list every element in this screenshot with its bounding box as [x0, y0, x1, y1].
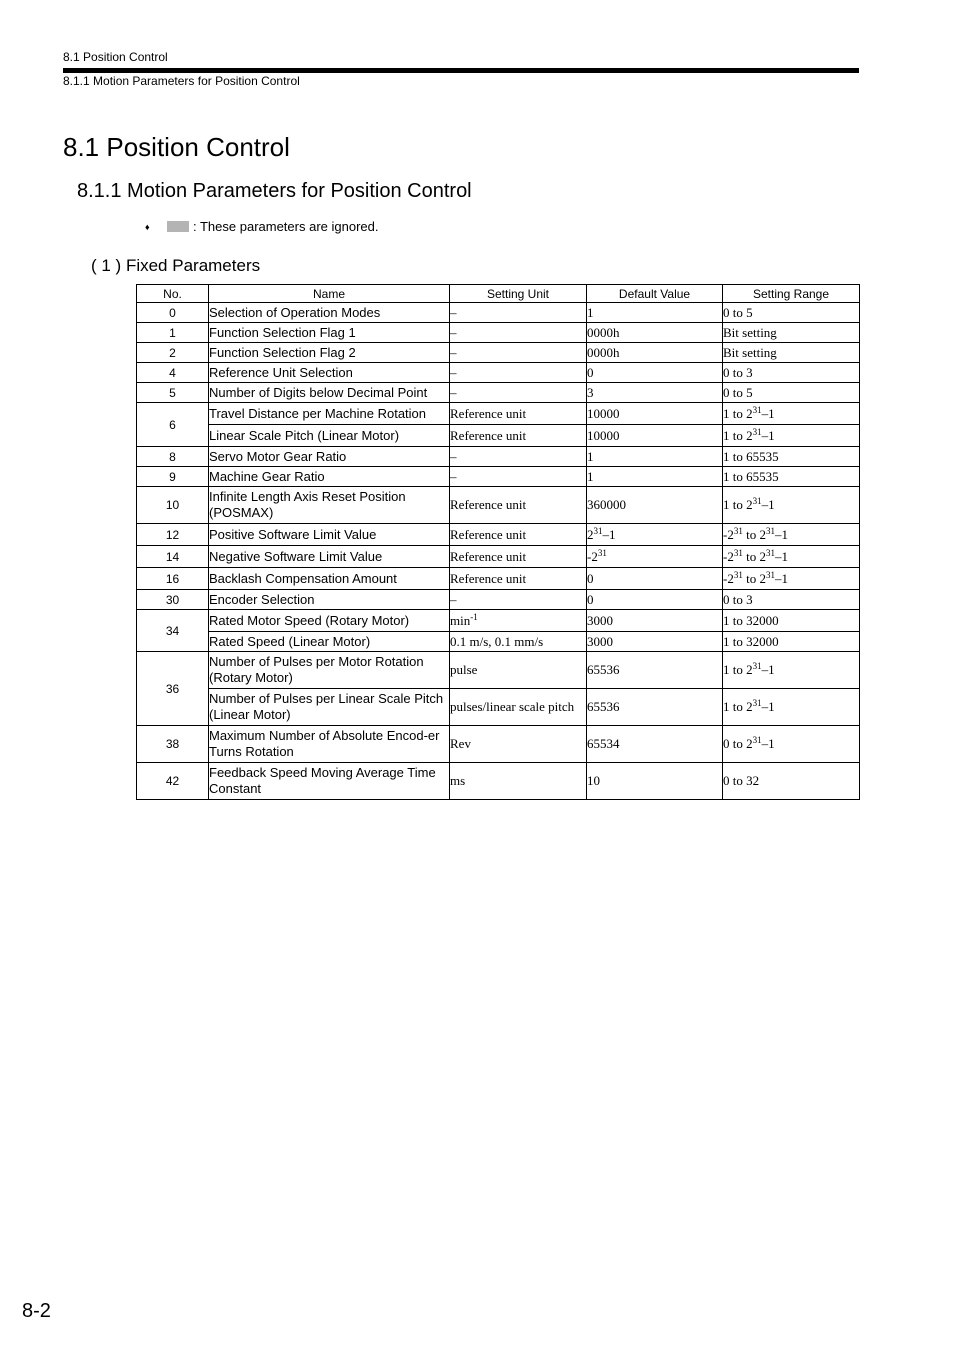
- cell-unit: –: [450, 363, 587, 383]
- table-row: [137, 524, 860, 546]
- header-rule: [63, 68, 859, 73]
- cell-unit: $\min^{-1}$: [450, 610, 587, 632]
- cell-default: 3000: [587, 610, 723, 632]
- cell-unit: Reference unit: [450, 425, 587, 447]
- cell-default: $-2^{31}$: [587, 546, 723, 568]
- table-row: [137, 546, 860, 568]
- cell-name: Number of Pulses per Motor Rotation (Rotary Motor): [209, 652, 450, 689]
- cell-unit: Reference unit: [450, 546, 587, 568]
- cell-range: 1 to $2^{31}-1$: [723, 403, 860, 425]
- cell-no: 2: [137, 343, 209, 363]
- cell-default: 1: [587, 467, 723, 487]
- page-number: 8-2: [22, 1300, 51, 1322]
- cell-name: Machine Gear Ratio: [209, 467, 450, 487]
- cell-unit: ms: [450, 763, 587, 800]
- cell-default: 3000: [587, 632, 723, 652]
- cell-range: $-2^{31}$ to $2^{31}-1$: [723, 546, 860, 568]
- cell-range: 1 to 65535: [723, 467, 860, 487]
- cell-default: 65536: [587, 652, 723, 689]
- cell-range: Bit setting: [723, 323, 860, 343]
- subsection-heading: 8.1.1 Motion Parameters for Position Control: [77, 180, 472, 202]
- table-row: [137, 632, 860, 652]
- cell-unit: Reference unit: [450, 568, 587, 590]
- cell-unit: –: [450, 467, 587, 487]
- header-setting-unit: Setting Unit: [450, 285, 587, 303]
- cell-unit: pulses/linear scale pitch: [450, 689, 587, 726]
- section-heading: 8.1 Position Control: [63, 132, 290, 162]
- cell-range: 0 to $2^{31}-1$: [723, 726, 860, 763]
- cell-name: Positive Software Limit Value: [209, 524, 450, 546]
- cell-name: Travel Distance per Machine Rotation: [209, 403, 450, 425]
- note-text: : These parameters are ignored.: [193, 219, 379, 234]
- cell-default: 0: [587, 568, 723, 590]
- cell-name: Number of Pulses per Linear Scale Pitch (Linear Motor): [209, 689, 450, 726]
- cell-no: 8: [137, 447, 209, 467]
- cell-range: $-2^{31}$ to $2^{31}-1$: [723, 524, 860, 546]
- cell-range: 1 to $2^{31}-1$: [723, 689, 860, 726]
- cell-no: 9: [137, 467, 209, 487]
- cell-default: 1: [587, 447, 723, 467]
- header-default-value: Default Value: [587, 285, 723, 303]
- cell-name: Linear Scale Pitch (Linear Motor): [209, 425, 450, 447]
- cell-default: 360000: [587, 487, 723, 524]
- cell-unit: –: [450, 323, 587, 343]
- cell-name: Selection of Operation Modes: [209, 303, 450, 323]
- gray-swatch-icon: [167, 221, 189, 232]
- cell-range: 0 to 5: [723, 303, 860, 323]
- cell-no: 38: [137, 726, 209, 763]
- cell-no: 1: [137, 323, 209, 343]
- cell-name: Reference Unit Selection: [209, 363, 450, 383]
- table-row: [137, 590, 860, 610]
- cell-no: 34: [137, 610, 209, 652]
- cell-default: $2^{31}-1$: [587, 524, 723, 546]
- cell-name: Negative Software Limit Value: [209, 546, 450, 568]
- cell-range: $-2^{31}$ to $2^{31}-1$: [723, 568, 860, 590]
- running-head-subsection: 8.1.1 Motion Parameters for Position Control: [63, 74, 300, 88]
- cell-no: 0: [137, 303, 209, 323]
- cell-range: 1 to $2^{31}-1$: [723, 487, 860, 524]
- table-row: [137, 487, 860, 524]
- cell-unit: –: [450, 447, 587, 467]
- cell-range: 1 to 32000: [723, 610, 860, 632]
- table-row: [137, 403, 860, 425]
- cell-range: 0 to 3: [723, 590, 860, 610]
- cell-default: 0: [587, 590, 723, 610]
- cell-range: 0 to 5: [723, 383, 860, 403]
- table-header-row: [137, 285, 860, 303]
- cell-name: Backlash Compensation Amount: [209, 568, 450, 590]
- cell-range: 1 to $2^{31}-1$: [723, 425, 860, 447]
- cell-name: Function Selection Flag 1: [209, 323, 450, 343]
- cell-name: Rated Speed (Linear Motor): [209, 632, 450, 652]
- cell-default: 10000: [587, 425, 723, 447]
- table-row: [137, 652, 860, 689]
- cell-name: Function Selection Flag 2: [209, 343, 450, 363]
- diamond-bullet-icon: ♦: [145, 221, 150, 232]
- header-no: No.: [137, 285, 209, 303]
- cell-unit: –: [450, 590, 587, 610]
- fixed-parameters-heading: ( 1 ) Fixed Parameters: [91, 256, 261, 275]
- cell-no: 10: [137, 487, 209, 524]
- cell-range: 0 to 3: [723, 363, 860, 383]
- table-row: [137, 303, 860, 323]
- table-row: [137, 343, 860, 363]
- cell-name: Number of Digits below Decimal Point: [209, 383, 450, 403]
- cell-name: Maximum Number of Absolute Encod-er Turns Rotation: [209, 726, 450, 763]
- table-row: [137, 363, 860, 383]
- cell-no: 5: [137, 383, 209, 403]
- cell-name: Infinite Length Axis Reset Position (POSMAX): [209, 487, 450, 524]
- table-row: [137, 447, 860, 467]
- cell-no: 36: [137, 652, 209, 726]
- table-row: [137, 425, 860, 447]
- cell-unit: –: [450, 343, 587, 363]
- table-row: [137, 689, 860, 726]
- cell-unit: pulse: [450, 652, 587, 689]
- cell-default: 10: [587, 763, 723, 800]
- cell-default: 0000h: [587, 323, 723, 343]
- header-name: Name: [209, 285, 450, 303]
- running-head-section: 8.1 Position Control: [63, 50, 168, 64]
- cell-no: 12: [137, 524, 209, 546]
- cell-no: 42: [137, 763, 209, 800]
- cell-range: Bit setting: [723, 343, 860, 363]
- cell-no: 4: [137, 363, 209, 383]
- cell-unit: Reference unit: [450, 487, 587, 524]
- table-row: [137, 467, 860, 487]
- table-row: [137, 323, 860, 343]
- table-row: [137, 763, 860, 800]
- cell-default: 3: [587, 383, 723, 403]
- table-row: [137, 726, 860, 763]
- cell-no: 6: [137, 403, 209, 447]
- cell-unit: Reference unit: [450, 524, 587, 546]
- cell-default: 1: [587, 303, 723, 323]
- cell-name: Feedback Speed Moving Average Time Constant: [209, 763, 450, 800]
- cell-range: 0 to 32: [723, 763, 860, 800]
- cell-range: 1 to 32000: [723, 632, 860, 652]
- cell-default: 10000: [587, 403, 723, 425]
- ignored-parameters-note: [145, 219, 378, 234]
- cell-name: Servo Motor Gear Ratio: [209, 447, 450, 467]
- cell-unit: Reference unit: [450, 403, 587, 425]
- table-row: [137, 568, 860, 590]
- cell-unit: 0.1 m/s, 0.1 mm/s: [450, 632, 587, 652]
- cell-unit: –: [450, 303, 587, 323]
- cell-no: 14: [137, 546, 209, 568]
- cell-unit: –: [450, 383, 587, 403]
- cell-range: 1 to 65535: [723, 447, 860, 467]
- cell-default: 65536: [587, 689, 723, 726]
- fixed-parameters-table: [136, 284, 860, 800]
- table-row: [137, 610, 860, 632]
- cell-default: 65534: [587, 726, 723, 763]
- cell-no: 30: [137, 590, 209, 610]
- cell-default: 0000h: [587, 343, 723, 363]
- table-row: [137, 383, 860, 403]
- cell-unit: Rev: [450, 726, 587, 763]
- cell-range: 1 to $2^{31}-1$: [723, 652, 860, 689]
- cell-default: 0: [587, 363, 723, 383]
- cell-no: 16: [137, 568, 209, 590]
- cell-name: Rated Motor Speed (Rotary Motor): [209, 610, 450, 632]
- cell-name: Encoder Selection: [209, 590, 450, 610]
- header-setting-range: Setting Range: [723, 285, 860, 303]
